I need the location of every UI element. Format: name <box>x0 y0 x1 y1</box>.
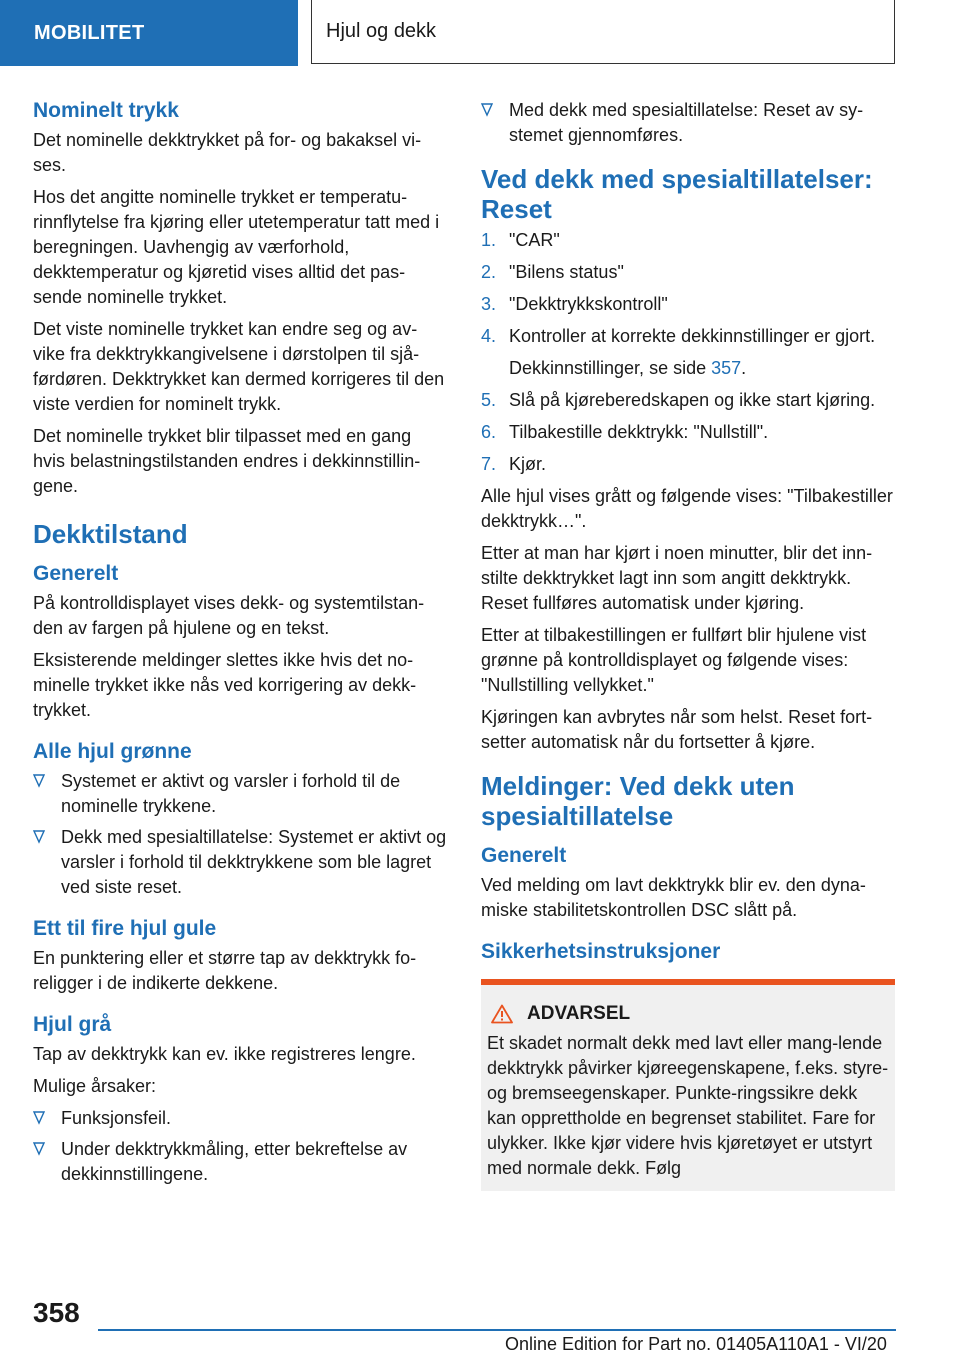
paragraph: Ved melding om lavt dekktrykk blir ev. den dyna-miske stabilitetskontrollen DSC slått på. <box>481 875 866 920</box>
step-list <box>481 228 895 477</box>
paragraph: Mulige årsaker: <box>33 1076 157 1096</box>
edition-text: Online Edition for Part no. 01405A110A1 - VI/20 <box>505 1334 887 1354</box>
triangle-bullet-icon <box>481 103 493 117</box>
paragraph: Det viste nominelle trykket kan endre seg og av-vike fra dekktrykkangivelsene i dørstolpen til sjå-førdøren. Dekktrykket kan dermed korrigeres til den viste verdien for nominelt trykk. <box>33 319 445 414</box>
paragraph: Det nominelle dekktrykket på for- og bakaksel vi-ses. <box>33 130 422 175</box>
heading-sikkerhetsinstruksjoner: Sikkerhetsinstruksjoner <box>481 940 721 963</box>
step-number: 6. <box>481 422 497 442</box>
step-number: 1. <box>481 230 497 250</box>
step-text: Kontroller at korrekte dekkinnstillinger er gjort. <box>509 326 876 346</box>
cross-reference-end: . <box>741 358 747 378</box>
list-item <box>33 1106 447 1131</box>
warning-triangle-icon <box>491 1004 513 1024</box>
warning-title-text: ADVARSEL <box>527 1003 631 1024</box>
paragraph: Alle hjul vises grått og følgende vises: "Tilbakestiller dekktrykk…". <box>481 486 893 531</box>
heading-reset: Ved dekk med spesialtillatelser: Reset <box>481 164 873 224</box>
step-item <box>481 388 895 413</box>
paragraph: Det nominelle trykket blir tilpasset med en gang hvis belastningstilstanden endres i dekkinnstillin-gene. <box>33 426 421 496</box>
warning-title <box>487 1003 889 1025</box>
warning-box <box>481 979 895 1191</box>
step-item <box>481 292 895 317</box>
section-title: MOBILITET <box>34 21 145 44</box>
cross-reference-text: Dekkinnstillinger, se side <box>509 358 712 378</box>
heading-nominelt-trykk: Nominelt trykk <box>33 99 179 122</box>
list-item <box>33 769 447 819</box>
right-column <box>481 98 895 1191</box>
step-text: Tilbakestille dekktrykk: "Nullstill". <box>509 422 769 442</box>
triangle-bullet-icon <box>33 830 45 844</box>
step-item <box>481 324 895 381</box>
step-number: 7. <box>481 454 497 474</box>
paragraph: Etter at tilbakestillingen er fullført blir hjulene vist grønne på kontrolldisplayet og følgende vises: "Nullstilling vellykket." <box>481 625 867 695</box>
paragraph: På kontrolldisplayet vises dekk- og systemtilstan-den av fargen på hjulene og en tekst. <box>33 593 425 638</box>
triangle-bullet-icon <box>33 1142 45 1156</box>
heading-generelt: Generelt <box>33 562 119 585</box>
paragraph: Tap av dekktrykk kan ev. ikke registreres lengre. <box>33 1044 416 1064</box>
list-item <box>33 1137 447 1187</box>
chapter-title: Hjul og dekk <box>326 20 437 42</box>
left-column <box>33 98 447 1194</box>
step-text: "CAR" <box>509 230 560 250</box>
step-text: Slå på kjøreberedskapen og ikke start kjøring. <box>509 390 876 410</box>
triangle-bullet-icon <box>33 1111 45 1125</box>
paragraph: Etter at man har kjørt i noen minutter, blir det inn-stilte dekktrykket lagt inn som angitt dekktrykk. Reset fullføres automatisk under kjøring. <box>481 543 873 613</box>
step-item <box>481 452 895 477</box>
heading-dekktilstand: Dekktilstand <box>33 519 188 549</box>
step-number: 2. <box>481 262 497 282</box>
bullet-list <box>33 769 447 900</box>
step-number: 3. <box>481 294 497 314</box>
step-number: 4. <box>481 326 497 346</box>
triangle-bullet-icon <box>33 774 45 788</box>
warning-text: Et skadet normalt dekk med lavt eller mang-lende dekktrykk påvirker kjøreegenskapene, f.eks. styre- og bremseegenskaper. Punkte-ringssikre dekk kan opprettholde en begrenset stabilitet. Fare for ulykker. Ikke kjør videre hvis kjøretøyet er utstyrt med normale dekk. Følg <box>487 1033 889 1178</box>
step-item <box>481 260 895 285</box>
heading-alle-hjul-gronne: Alle hjul grønne <box>33 740 192 763</box>
bullet-list <box>33 1106 447 1187</box>
step-text: "Dekktrykkskontroll" <box>509 294 668 314</box>
heading-hjul-gra: Hjul grå <box>33 1013 112 1036</box>
list-item <box>33 825 447 900</box>
step-item <box>481 420 895 445</box>
paragraph: Eksisterende meldinger slettes ikke hvis det no-minelle trykket ikke nås ved korrigering av dekk-trykket. <box>33 650 417 720</box>
page-number: 358 <box>33 1297 80 1328</box>
list-item <box>481 98 895 148</box>
paragraph: En punktering eller et større tap av dekktrykk fo-religger i de indikerte dekkene. <box>33 948 417 993</box>
list-item-text: Med dekk med spesialtillatelse: Reset av sy-stemet gjennomføres. <box>509 100 864 145</box>
heading-ett-til-fire-hjul-gule: Ett til fire hjul gule <box>33 917 217 940</box>
heading-generelt: Generelt <box>481 844 567 867</box>
cross-reference <box>509 356 895 381</box>
chapter-header <box>311 0 895 64</box>
heading-meldinger: Meldinger: Ved dekk uten spesialtillatelse <box>481 771 795 831</box>
list-item-text: Under dekktrykkmåling, etter bekreftelse av dekkinnstillingene. <box>61 1139 408 1184</box>
list-item-text: Systemet er aktivt og varsler i forhold til de nominelle trykkene. <box>61 771 401 816</box>
page-link[interactable]: 357 <box>711 358 742 378</box>
step-number: 5. <box>481 390 497 410</box>
bullet-list <box>481 98 895 148</box>
list-item-text: Dekk med spesialtillatelse: Systemet er aktivt og varsler i forhold til dekktrykkene som ble lagret ved siste reset. <box>61 827 447 897</box>
paragraph: Kjøringen kan avbrytes når som helst. Reset fort-setter automatisk når du fortsetter å kjøre. <box>481 707 873 752</box>
step-text: Kjør. <box>509 454 547 474</box>
paragraph: Hos det angitte nominelle trykket er temperatu-rinnflytelse fra kjøring eller utetemperatur tatt med i beregningen. Uavhengig av værforhold, dekktemperatur og kjøretid vises alltid det pas-sende nominelle trykket. <box>33 187 440 307</box>
footer-divider <box>98 1329 896 1331</box>
step-item <box>481 228 895 253</box>
step-text: "Bilens status" <box>509 262 624 282</box>
section-tab <box>0 0 298 66</box>
list-item-text: Funksjonsfeil. <box>61 1108 172 1128</box>
